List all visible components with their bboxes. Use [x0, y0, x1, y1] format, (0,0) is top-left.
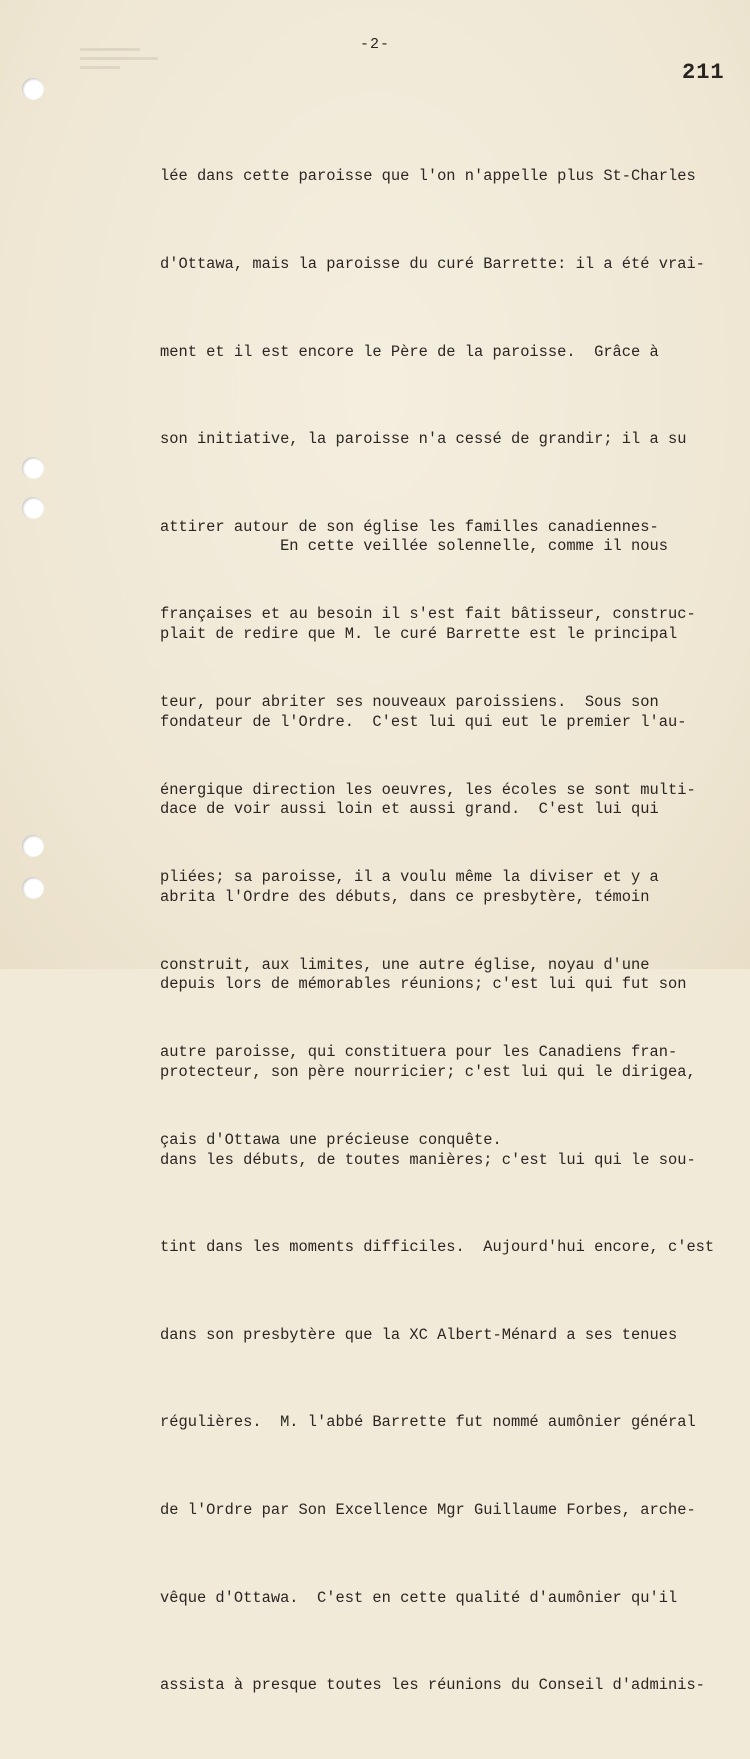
- text-line: pliées; sa paroisse, il a voulu même la diviser et y a: [160, 868, 659, 887]
- page-number: -2-: [359, 36, 390, 53]
- folio-number: 211: [682, 60, 725, 85]
- punch-hole: [22, 457, 44, 479]
- punch-hole: [22, 835, 44, 857]
- punch-hole: [22, 497, 44, 519]
- punch-hole: [22, 877, 44, 899]
- text-line: dace de voir aussi loin et aussi grand. C'est lui qui: [160, 800, 659, 819]
- text-line: plait de redire que M. le curé Barrette est le principal: [160, 625, 678, 643]
- text-line: En cette veillée solennelle, comme il nous: [160, 537, 668, 556]
- text-line: de l'Ordre par Son Excellence Mgr Guillaume Forbes, arche-: [160, 1500, 696, 1519]
- text-line: assista à presque toutes les réunions du Conseil d'adminis-: [160, 1676, 705, 1695]
- text-line: lée dans cette paroisse que l'on n'appelle plus St-Charles: [160, 167, 696, 186]
- text-line: attirer autour de son église les familles canadiennes-: [160, 517, 659, 536]
- text-line: d'Ottawa, mais la paroisse du curé Barrette: il a été vrai-: [160, 255, 705, 273]
- text-line: vêque d'Ottawa. C'est en cette qualité d'aumônier qu'il: [160, 1588, 678, 1607]
- text-line: construit, aux limites, une autre église, noyau d'une: [160, 955, 650, 974]
- text-line: son initiative, la paroisse n'a cessé de grandir; il a su: [160, 430, 687, 449]
- paragraph-2: [160, 474, 720, 1759]
- text-line: tint dans les moments difficiles. Aujourd'hui encore, c'est: [160, 1238, 715, 1257]
- text-line: depuis lors de mémorables réunions; c'est lui qui fut son: [160, 975, 687, 994]
- text-line: fondateur de l'Ordre. C'est lui qui eut le premier l'au-: [160, 712, 687, 731]
- text-line: françaises et au besoin il s'est fait bâtisseur, construc-: [160, 605, 696, 624]
- faded-letterhead-stamp: [80, 48, 160, 88]
- punch-hole: [22, 78, 44, 100]
- text-line: abrita l'Ordre des débuts, dans ce presbytère, témoin: [160, 887, 650, 906]
- text-line: ment et il est encore le Père de la paroisse. Grâce à: [160, 342, 659, 361]
- text-line: çais d'Ottawa une précieuse conquête.: [160, 1130, 502, 1149]
- text-line: autre paroisse, qui constituera pour les Canadiens fran-: [160, 1043, 678, 1062]
- text-line: protecteur, son père nourricier; c'est lui qui le dirigea,: [160, 1062, 696, 1081]
- text-line: dans son presbytère que la XC Albert-Ménard a ses tenues: [160, 1325, 678, 1344]
- text-line: dans les débuts, de toutes manières; c'est lui qui le sou-: [160, 1150, 696, 1169]
- text-line: régulières. M. l'abbé Barrette fut nommé aumônier général: [160, 1413, 696, 1432]
- text-line: teur, pour abriter ses nouveaux paroissiens. Sous son: [160, 692, 659, 711]
- text-line: énergique direction les oeuvres, les écoles se sont multi-: [160, 780, 696, 799]
